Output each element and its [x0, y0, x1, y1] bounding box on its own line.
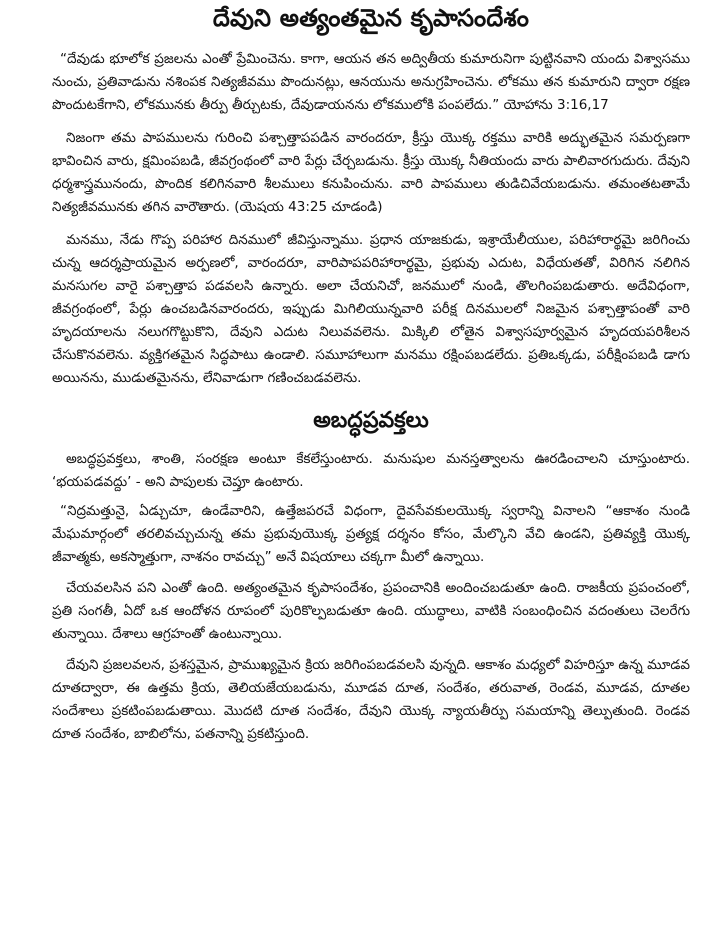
day-of-atonement-paragraph: మనము, నేడు గొప్ప పరిహార దినములో జీవిస్తున్నాము. ప్రధాన యాజకుడు, ఇశ్రాయేలీయుల, పరిహారార్థమై జరిగించు చున్న ఆదర్శప్రాయమైన అర్పణలో, వారందరూ, వారిపాపపరిహారార్థమై, ప్రభువు ఎదుట, విధేయతతో, విరిగిన నలిగిన మనసుగల వారై పశ్చాత్తాప పడవలసి ఉన్నారు. అలా చేయనిచో, జనములో నుండి, తొలగింపబడుతారు. అదేవిధంగా, జీవగ్రంథంలో, పేర్లు ఉంచబడినవారందరు, ఇప్పుడు మిగిలియున్నవారి పరీక్ష దినములలో నిజమైన పశ్చాత్తాపంతో వారి హృదయాలను నలుగగొట్టుకొని, దేవుని ఎదుట నిలువవలెను. మిక్కిలి లోతైన విశ్వాసపూర్వమైన హృదయపరిశీలన చేసుకొనవలెను. వ్యక్తిగతమైన సిద్ధపాటు ఉండాలి. సమూహాలుగా మనము రక్షింపబడలేదు. ప్రతిఒక్కడు, పరీక్షింపబడి డాగు అయినను, ముడుతమైనను, లేనివాడుగా గణించబడవలెను. — [52, 232, 690, 386]
quotation-paragraph: “నిద్రమత్తునై, ఏడ్చుచూ, ఉండేవారిని, ఉత్తేజపరచే విధంగా, దైవసేవకులయొక్క స్వరాన్ని వినాలని “ఆకాశం నుండి మేఘమార్గంలో తరలివచ్చుచున్న తమ ప్రభువుయొక్క ప్రత్యక్ష దర్శనం కోసం, మేల్కొని వేచి ఉండని, ప్రతివ్యక్తి యొక్క జీవాత్మకు, అకస్మాత్తుగా, నాశనం రావచ్చు” అనే విషయాలు చక్కగా మీలో ఉన్నాయి. — [52, 503, 690, 565]
section-title: అబద్ధప్రవక్తలు — [313, 408, 429, 433]
false-prophets-paragraph: అబద్ధప్రవక్తలు, శాంతి, సంరక్షణ అంటూ కేకలేస్తుంటారు. మనుషుల మనస్తత్వాలను ఊరడించాలని చూస్తుంటారు. ‘భయపడవద్దు’ - అని పాపులకు చెప్తూ ఉంటారు. — [52, 451, 690, 490]
repentance-paragraph: నిజంగా తమ పాపములను గురించి పశ్చాత్తాపపడిన వారందరూ, క్రీస్తు యొక్క రక్తము వారికి అద్భుతమైన సమర్పణగా భావించిన వారు, క్షమింపబడి, జీవగ్రంథంలో వారి పేర్లు చేర్చబడును. క్రీస్తు యొక్క నీతియందు వారు పాలివారగుదురు. దేవుని ధర్మశాస్త్రమునందు, పొందిక కలిగినవారి శీలములు కనుపించును. వారి పాపములు తుడిచివేయబడును. తమంతటతామే నిత్యజీవమునకు తగిన వారౌతారు. (యెషయ 43:25 చూడండి) — [52, 130, 690, 215]
opening-verse-paragraph: “దేవుడు భూలోక ప్రజలను ఎంతో ప్రేమించెను. కాగా, ఆయన తన అద్వితీయ కుమారునిగా పుట్టినవాని యందు విశ్వాసము నుంచు, ప్రతివాడును నశింపక నిత్యజీవము పొందునట్లు, ఆనయును అనుగ్రహించెను. లోకము తన కుమారుని ద్వారా రక్షణ పొందుటకేగాని, లోకమునకు తీర్పు తీర్చుటకు, దేవుడాయనను లోకములోకి పంపలేదు.” యోహాను 3:16,17 — [52, 51, 690, 113]
angels-message-paragraph: దేవుని ప్రజలవలన, ప్రశస్తమైన, ప్రాముఖ్యమైన క్రియ జరిగింపబడవలసి వున్నది. ఆకాశం మధ్యలో విహరిస్తూ ఉన్న మూడవ దూతద్వారా, ఈ ఉత్తమ క్రియ, తెలియజేయబడును, మూడవ దూత, సందేశం, తరువాత, రెండవ, మూడవ, దూతల సందేశాలు ప్రకటింపబడుతాయి. మొదటి దూత సందేశం, దేవుని యొక్క న్యాయతీర్పు సమయాన్ని తెల్పుతుంది. రెండవ దూత సందేశం, బాబిలోను, పతనాన్ని ప్రకటిస్తుంది. — [52, 657, 690, 742]
work-to-do-paragraph: చేయవలసిన పని ఎంతో ఉంది. అత్యంతమైన కృపాసందేశం, ప్రపంచానికి అందించబడుతూ ఉంది. రాజకీయ ప్రపంచంలో, ప్రతి సంగతీ, ఏదో ఒక ఆందోళన రూపంలో పురికొల్పబడుతూ ఉంది. యుద్ధాలు, వాటికి సంబంధించిన వదంతులు చెలరేగు తున్నాయి. దేశాలు ఆగ్రహంతో ఉంటున్నాయి. — [52, 580, 690, 642]
page-title: దేవుని అత్యంతమైన కృపాసందేశం — [212, 4, 530, 32]
